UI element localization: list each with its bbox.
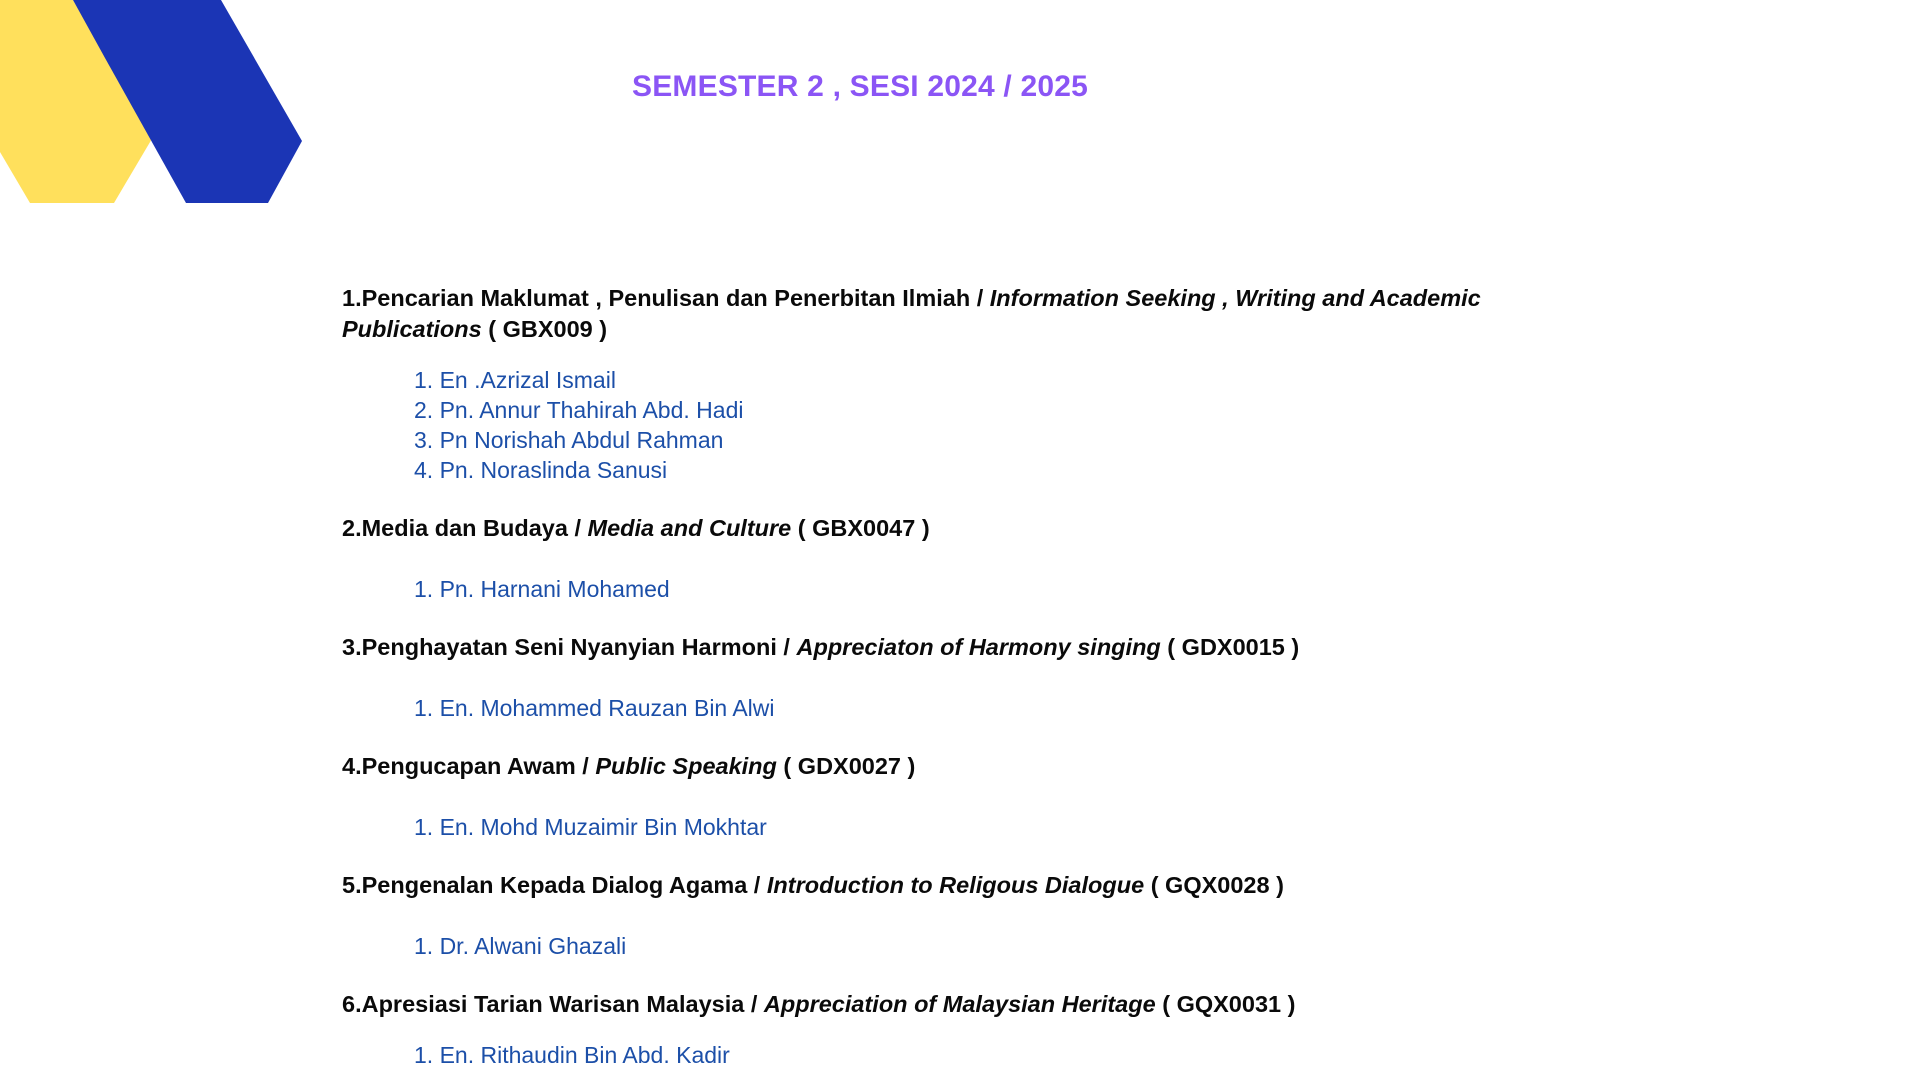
lecturer-list xyxy=(342,931,1572,961)
course-code: ( GDX0015 ) xyxy=(1160,634,1300,660)
lecturer-item: 1. Pn. Harnani Mohamed xyxy=(414,576,670,602)
lecturer-list xyxy=(342,812,1572,842)
course-heading xyxy=(342,283,1572,345)
course-number: 4. xyxy=(342,753,362,779)
course-list xyxy=(342,283,1572,1080)
lecturer-item: 1. En. Mohd Muzaimir Bin Mokhtar xyxy=(414,814,767,840)
lecturer-item: 2. Pn. Annur Thahirah Abd. Hadi xyxy=(414,397,744,423)
course-title-english: Public Speaking xyxy=(595,753,777,779)
course-code: ( GBX0047 ) xyxy=(791,515,930,541)
course-number: 6. xyxy=(342,991,362,1017)
decorative-hexagon-shapes xyxy=(0,0,310,205)
course-code: ( GQX0031 ) xyxy=(1155,991,1296,1017)
course-title-malay: Media dan Budaya / xyxy=(361,515,588,541)
course-title-malay: Pencarian Maklumat , Penulisan dan Penerbitan Ilmiah / xyxy=(361,285,990,311)
lecturer-list xyxy=(342,1040,1572,1070)
course-item xyxy=(342,513,1572,604)
course-number: 3. xyxy=(342,634,362,660)
course-item xyxy=(342,989,1572,1070)
lecturer-item: 1. Dr. Alwani Ghazali xyxy=(414,933,627,959)
lecturer-item: 4. Pn. Noraslinda Sanusi xyxy=(414,457,668,483)
course-title-malay: Apresiasi Tarian Warisan Malaysia / xyxy=(361,991,764,1017)
semester-title: SEMESTER 2 , SESI 2024 / 2025 xyxy=(632,70,1089,103)
course-title-english: Media and Culture xyxy=(587,515,792,541)
course-item xyxy=(342,283,1572,485)
lecturer-item: 3. Pn Norishah Abdul Rahman xyxy=(414,427,724,453)
course-heading xyxy=(342,870,1572,901)
course-title-english: Information Seeking , Writing and Academic Publications xyxy=(342,285,1481,342)
course-number: 2. xyxy=(342,515,362,541)
course-item xyxy=(342,632,1572,723)
lecturer-item: 1. En. Mohammed Rauzan Bin Alwi xyxy=(414,695,775,721)
lecturer-list xyxy=(342,365,1572,485)
course-code: ( GDX0027 ) xyxy=(776,753,916,779)
course-title-malay: Penghayatan Seni Nyanyian Harmoni / xyxy=(361,634,797,660)
course-item xyxy=(342,870,1572,961)
course-code: ( GQX0028 ) xyxy=(1144,872,1284,898)
course-number: 1. xyxy=(342,285,362,311)
course-title-english: Appreciaton of Harmony singing xyxy=(796,634,1161,660)
course-title-malay: Pengucapan Awam / xyxy=(361,753,596,779)
lecturer-item: 1. En. Rithaudin Bin Abd. Kadir xyxy=(414,1042,730,1068)
course-title-english: Appreciation of Malaysian Heritage xyxy=(763,991,1156,1017)
lecturer-item: 1. En .Azrizal Ismail xyxy=(414,367,616,393)
course-heading xyxy=(342,989,1572,1020)
course-heading xyxy=(342,513,1572,544)
course-item xyxy=(342,751,1572,842)
course-heading xyxy=(342,632,1572,663)
lecturer-list xyxy=(342,574,1572,604)
course-number: 5. xyxy=(342,872,362,898)
lecturer-list xyxy=(342,693,1572,723)
course-heading xyxy=(342,751,1572,782)
course-title-malay: Pengenalan Kepada Dialog Agama / xyxy=(361,872,767,898)
course-code: ( GBX009 ) xyxy=(481,316,608,342)
course-title-english: Introduction to Religous Dialogue xyxy=(766,872,1145,898)
